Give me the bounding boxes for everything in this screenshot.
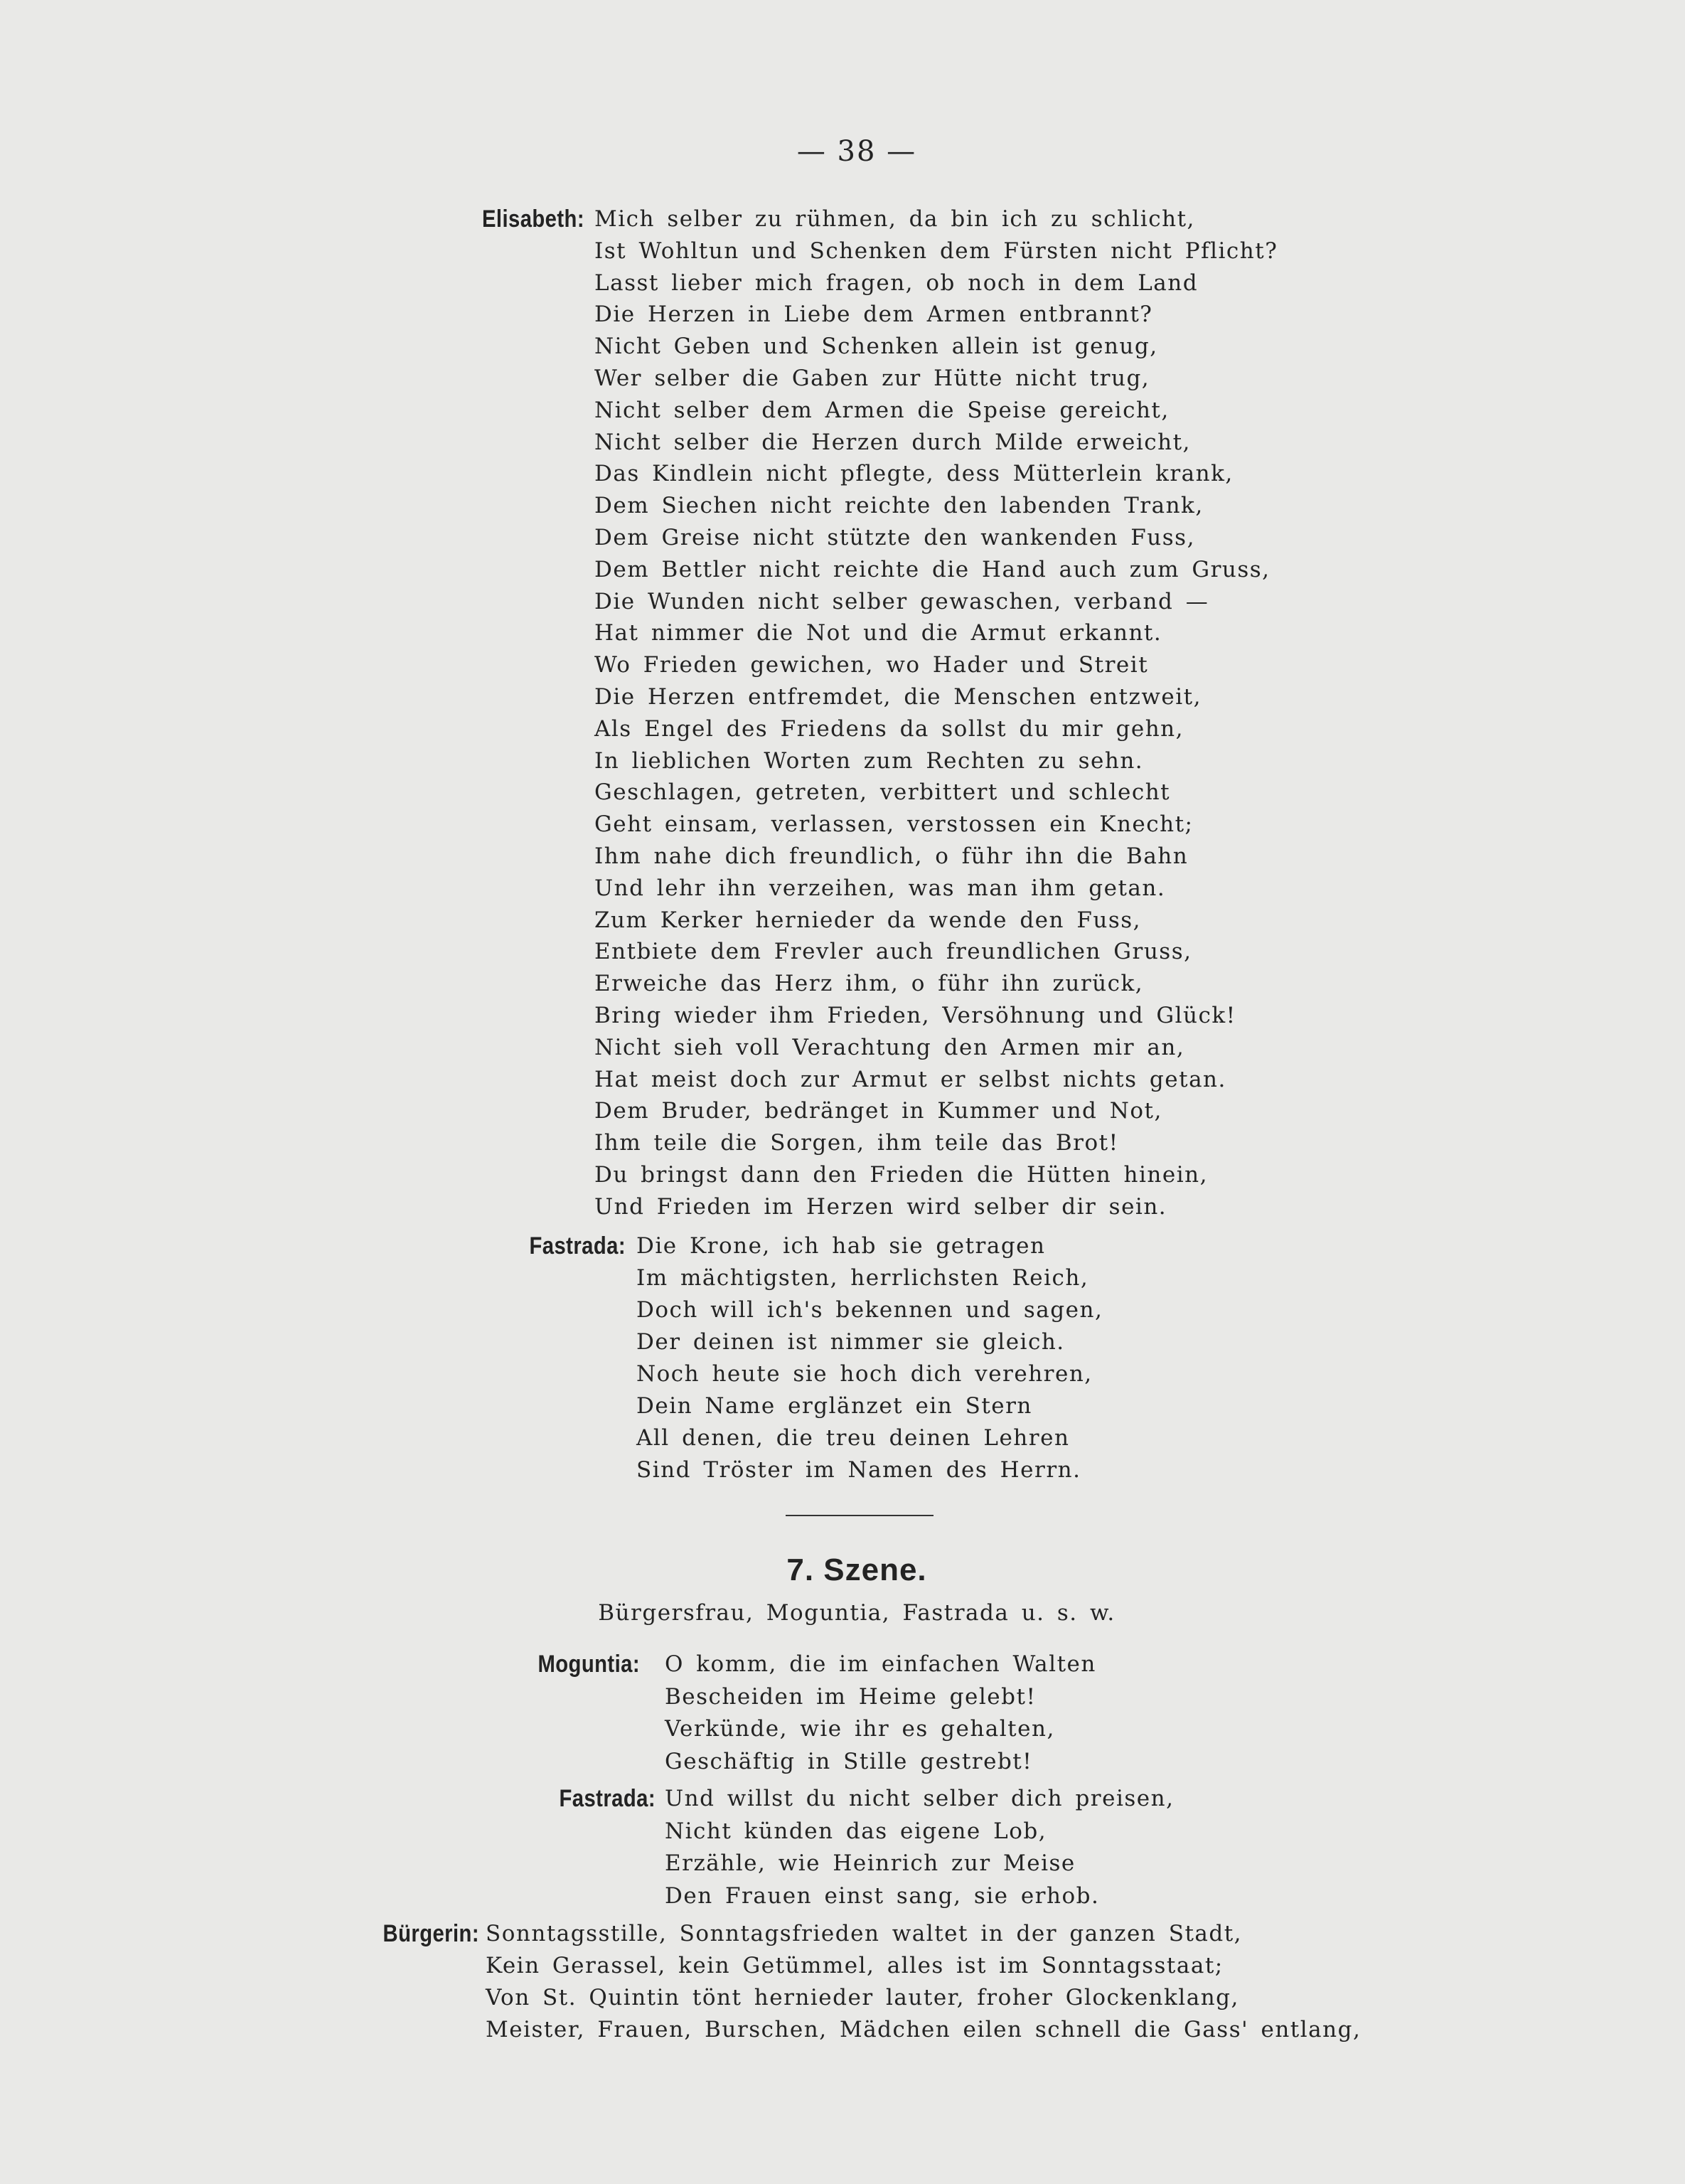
verse-line: Als Engel des Friedens da sollst du mir gehn, <box>594 715 1184 742</box>
verse-line: Du bringst dann den Frieden die Hütten hinein, <box>594 1161 1208 1188</box>
verse-block <box>486 1918 1361 2046</box>
speaker-label: Elisabeth: <box>481 206 584 233</box>
verse-line: Lasst lieber mich fragen, ob noch in dem Land <box>594 270 1199 296</box>
verse-block <box>594 203 1278 1223</box>
verse-line: Sind Tröster im Namen des Herrn. <box>636 1457 1081 1483</box>
verse-line: Meister, Frauen, Burschen, Mädchen eilen schnell die Gass' entlang, <box>486 2017 1362 2042</box>
verse-line: Wo Frieden gewichen, wo Hader und Streit <box>594 652 1149 678</box>
verse-line: Erweiche das Herz ihm, o führ ihn zurück, <box>594 971 1144 997</box>
verse-line: Und willst du nicht selber dich preisen, <box>665 1786 1175 1811</box>
verse-line: Nicht sieh voll Verachtung den Armen mir an, <box>594 1034 1185 1060</box>
verse-line: Entbiete dem Frevler auch freundlichen Gruss, <box>594 939 1192 965</box>
verse-line: Hat nimmer die Not und die Armut erkannt. <box>594 620 1162 646</box>
page-number: — 38 — <box>796 135 917 168</box>
section-divider <box>786 1515 934 1516</box>
verse-line: Sonntagsstille, Sonntagsfrieden waltet in der ganzen Stadt, <box>486 1921 1243 1946</box>
verse-line: Verkünde, wie ihr es gehalten, <box>665 1716 1055 1742</box>
verse-line: O komm, die im einfachen Walten <box>665 1651 1096 1677</box>
verse-line: Die Krone, ich hab sie getragen <box>636 1233 1046 1259</box>
verse-line: Geschlagen, getreten, verbittert und schlecht <box>594 779 1171 806</box>
verse-line: Die Herzen in Liebe dem Armen entbrannt? <box>594 302 1153 328</box>
verse-block <box>665 1783 1174 1912</box>
verse-line: In lieblichen Worten zum Rechten zu sehn. <box>594 747 1144 774</box>
verse-line: Dem Bettler nicht reichte die Hand auch zum Gruss, <box>594 556 1271 582</box>
speaker-label: Moguntia: <box>537 1651 640 1678</box>
verse-line: Noch heute sie hoch dich verehren, <box>636 1361 1093 1387</box>
verse-line: Bring wieder ihm Frieden, Versöhnung und Glück! <box>594 1002 1236 1028</box>
scene-title: 7. Szene. <box>786 1552 927 1587</box>
verse-line: Mich selber zu rühmen, da bin ich zu schlicht, <box>594 206 1195 232</box>
verse-line: Doch will ich's bekennen und sagen, <box>636 1297 1103 1323</box>
verse-line: Kein Gerassel, kein Getümmel, alles ist im Sonntagsstaat; <box>486 1953 1224 1978</box>
verse-line: Ihm teile die Sorgen, ihm teile das Brot! <box>594 1130 1119 1156</box>
speaker-label: Fastrada: <box>529 1232 626 1259</box>
verse-line: Nicht selber dem Armen die Speise gereicht, <box>594 397 1170 423</box>
verse-line: Das Kindlein nicht pflegte, dess Mütterlein krank, <box>594 461 1234 487</box>
verse-line: Dem Bruder, bedränget in Kummer und Not, <box>594 1098 1162 1124</box>
verse-line: Nicht Geben und Schenken allein ist genug, <box>594 334 1158 360</box>
verse-line: Der deinen ist nimmer sie gleich. <box>636 1329 1065 1355</box>
verse-line: Von St. Quintin tönt hernieder lauter, froher Glockenklang, <box>486 1985 1239 2010</box>
speaker-label: Fastrada: <box>559 1785 656 1812</box>
verse-line: Geschäftig in Stille gestrebt! <box>665 1748 1033 1774</box>
verse-line: Im mächtigsten, herrlichsten Reich, <box>636 1265 1089 1291</box>
verse-line: Dem Siechen nicht reichte den labenden Trank, <box>594 493 1204 519</box>
verse-line: Dein Name erglänzet ein Stern <box>636 1393 1032 1419</box>
verse-line: Die Herzen entfremdet, die Menschen entzweit, <box>594 683 1202 710</box>
scene-cast: Bürgersfrau, Moguntia, Fastrada u. s. w. <box>598 1600 1116 1626</box>
verse-line: Die Wunden nicht selber gewaschen, verband — <box>594 588 1209 614</box>
verse-line: Hat meist doch zur Armut er selbst nichts getan. <box>594 1066 1226 1092</box>
verse-line: Und lehr ihn verzeihen, was man ihm getan. <box>594 875 1166 901</box>
verse-line: Ihm nahe dich freundlich, o führ ihn die Bahn <box>594 843 1189 869</box>
verse-line: Den Frauen einst sang, sie erhob. <box>665 1882 1100 1909</box>
verse-line: Zum Kerker hernieder da wende den Fuss, <box>594 907 1141 933</box>
verse-line: Und Frieden im Herzen wird selber dir sein. <box>594 1193 1167 1220</box>
verse-line: Ist Wohltun und Schenken dem Fürsten nicht Pflicht? <box>594 238 1278 264</box>
verse-line: Nicht künden das eigene Lob, <box>665 1818 1047 1844</box>
verse-line: All denen, die treu deinen Lehren <box>636 1425 1070 1451</box>
verse-block <box>665 1648 1096 1778</box>
verse-line: Dem Greise nicht stützte den wankenden Fuss, <box>594 524 1195 550</box>
speaker-label: Bürgerin: <box>383 1920 479 1947</box>
verse-line: Wer selber die Gaben zur Hütte nicht trug, <box>594 365 1150 391</box>
verse-line: Nicht selber die Herzen durch Milde erweicht, <box>594 429 1191 455</box>
verse-block <box>636 1230 1103 1486</box>
verse-line: Geht einsam, verlassen, verstossen ein Knecht; <box>594 811 1194 838</box>
verse-line: Bescheiden im Heime gelebt! <box>665 1683 1037 1710</box>
verse-line: Erzähle, wie Heinrich zur Meise <box>665 1850 1076 1876</box>
